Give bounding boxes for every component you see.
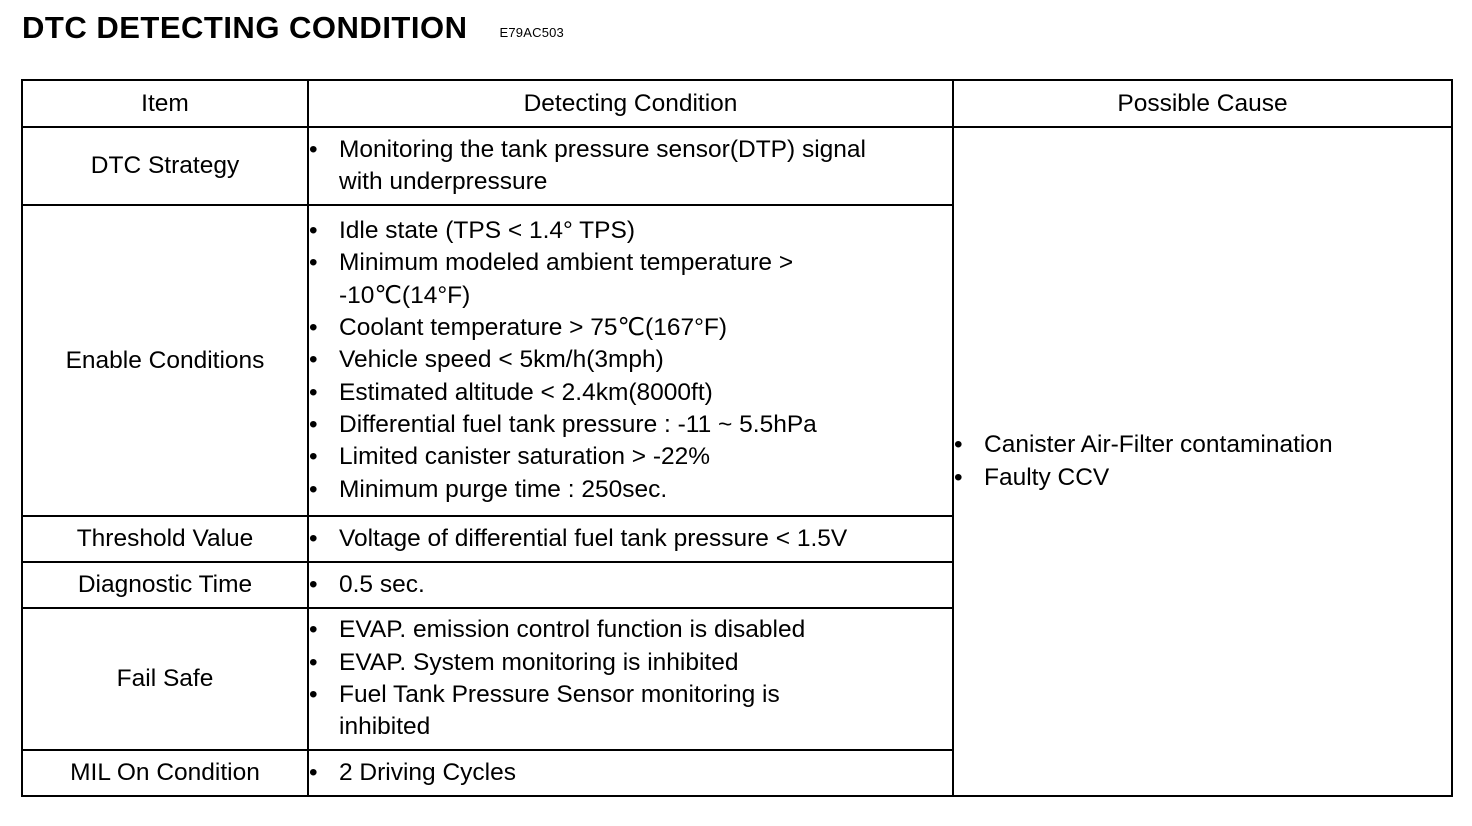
table-header-row — [22, 80, 1452, 127]
condition-item: • Coolant temperature > 75℃(167°F) — [309, 312, 952, 344]
condition-item: • 2 Driving Cycles — [309, 757, 952, 789]
condition-cell-threshold-value — [308, 516, 953, 562]
column-header-possible-cause: Possible Cause — [953, 80, 1452, 127]
possible-cause-item: • Canister Air-Filter contamination — [954, 429, 1451, 461]
column-header-item: Item — [22, 80, 308, 127]
condition-cell-enable-conditions — [308, 205, 953, 516]
document-code: E79AC503 — [499, 24, 564, 40]
page-header — [22, 6, 564, 50]
condition-item: • 0.5 sec. — [309, 569, 952, 601]
condition-item: • Voltage of differential fuel tank pressure < 1.5V — [309, 523, 952, 555]
page-title: DTC DETECTING CONDITION — [22, 10, 468, 45]
condition-item: • Idle state (TPS < 1.4° TPS) — [309, 215, 952, 247]
row-label-dtc-strategy: DTC Strategy — [22, 127, 308, 205]
condition-cell-diagnostic-time — [308, 562, 953, 608]
condition-item: • EVAP. System monitoring is inhibited — [309, 647, 952, 679]
condition-cell-fail-safe — [308, 608, 953, 750]
condition-item: • Estimated altitude < 2.4km(8000ft) — [309, 377, 952, 409]
table-row-dtc-strategy — [22, 127, 1452, 205]
row-label-diagnostic-time: Diagnostic Time — [22, 562, 308, 608]
column-header-detecting-condition: Detecting Condition — [308, 80, 953, 127]
condition-item: • Minimum purge time : 250sec. — [309, 474, 952, 506]
row-label-threshold-value: Threshold Value — [22, 516, 308, 562]
condition-item: • Limited canister saturation > -22% — [309, 441, 952, 473]
possible-cause-cell — [953, 127, 1452, 796]
condition-item: • Vehicle speed < 5km/h(3mph) — [309, 344, 952, 376]
possible-cause-item: • Faulty CCV — [954, 462, 1451, 494]
row-label-enable-conditions: Enable Conditions — [22, 205, 308, 516]
condition-item: • Fuel Tank Pressure Sensor monitoring is inhibited — [309, 679, 952, 744]
row-label-fail-safe: Fail Safe — [22, 608, 308, 750]
condition-cell-mil-on-condition — [308, 750, 953, 796]
condition-item: • Differential fuel tank pressure : -11 ~ 5.5hPa — [309, 409, 952, 441]
condition-item: • Monitoring the tank pressure sensor(DTP) signal with underpressure — [309, 134, 952, 199]
dtc-condition-table — [21, 79, 1453, 797]
condition-cell-dtc-strategy — [308, 127, 953, 205]
condition-item: • EVAP. emission control function is disabled — [309, 614, 952, 646]
condition-item: • Minimum modeled ambient temperature > -10℃(14°F) — [309, 247, 952, 312]
row-label-mil-on-condition: MIL On Condition — [22, 750, 308, 796]
